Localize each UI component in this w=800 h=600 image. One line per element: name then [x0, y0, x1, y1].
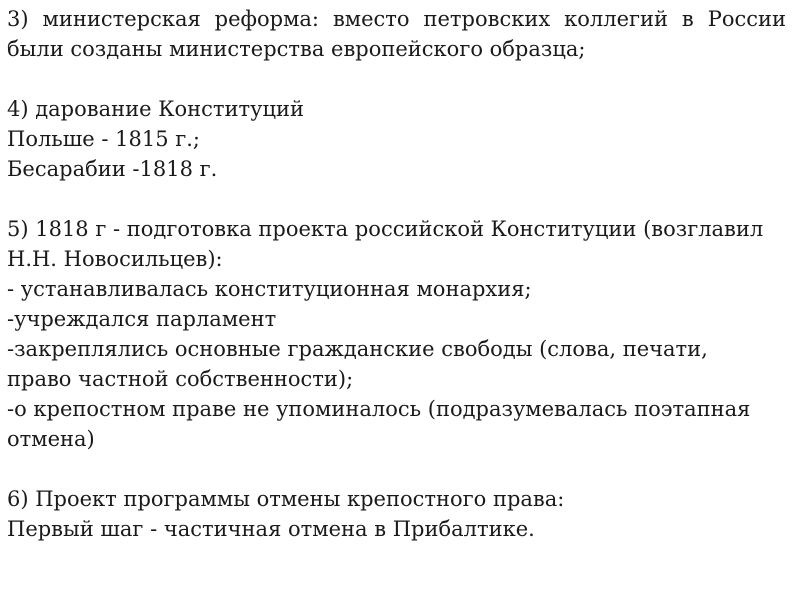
slide-text-body [7, 4, 786, 544]
section-6-heading: 6) Проект программы отмены крепостного права: [7, 487, 565, 511]
paragraph-gap [7, 64, 786, 94]
paragraph-gap [7, 454, 786, 484]
section-3-line-2: были созданы министерства европейского образца; [7, 37, 586, 61]
section-5-bullet-monarchy: - устанавливалась конституционная монархия; [7, 277, 532, 301]
section-5-bullet-serfdom-cont: отмена) [7, 427, 95, 451]
section-3-line-1: 3) министерская реформа: вместо петровских коллегий в России [7, 7, 786, 31]
section-5-line-1: 5) 1818 г - подготовка проекта российской Конституции (возглавил [7, 217, 764, 241]
section-5-bullet-freedoms: -закреплялись основные гражданские свободы (слова, печати, [7, 337, 708, 361]
section-4-item-bessarabia: Бесарабии -1818 г. [7, 157, 218, 181]
section-5-bullet-serfdom: -о крепостном праве не упоминалось (подразумевалась поэтапная [7, 397, 751, 421]
section-4-heading: 4) дарование Конституций [7, 97, 304, 121]
section-6-line-2: Первый шаг - частичная отмена в Прибалтике. [7, 517, 535, 541]
section-5-line-2: Н.Н. Новосильцев): [7, 247, 223, 271]
paragraph-gap [7, 184, 786, 214]
section-5-bullet-parliament: -учреждался парламент [7, 307, 277, 331]
section-5-bullet-freedoms-cont: право частной собственности); [7, 367, 354, 391]
section-4-item-poland: Польше - 1815 г.; [7, 127, 200, 151]
